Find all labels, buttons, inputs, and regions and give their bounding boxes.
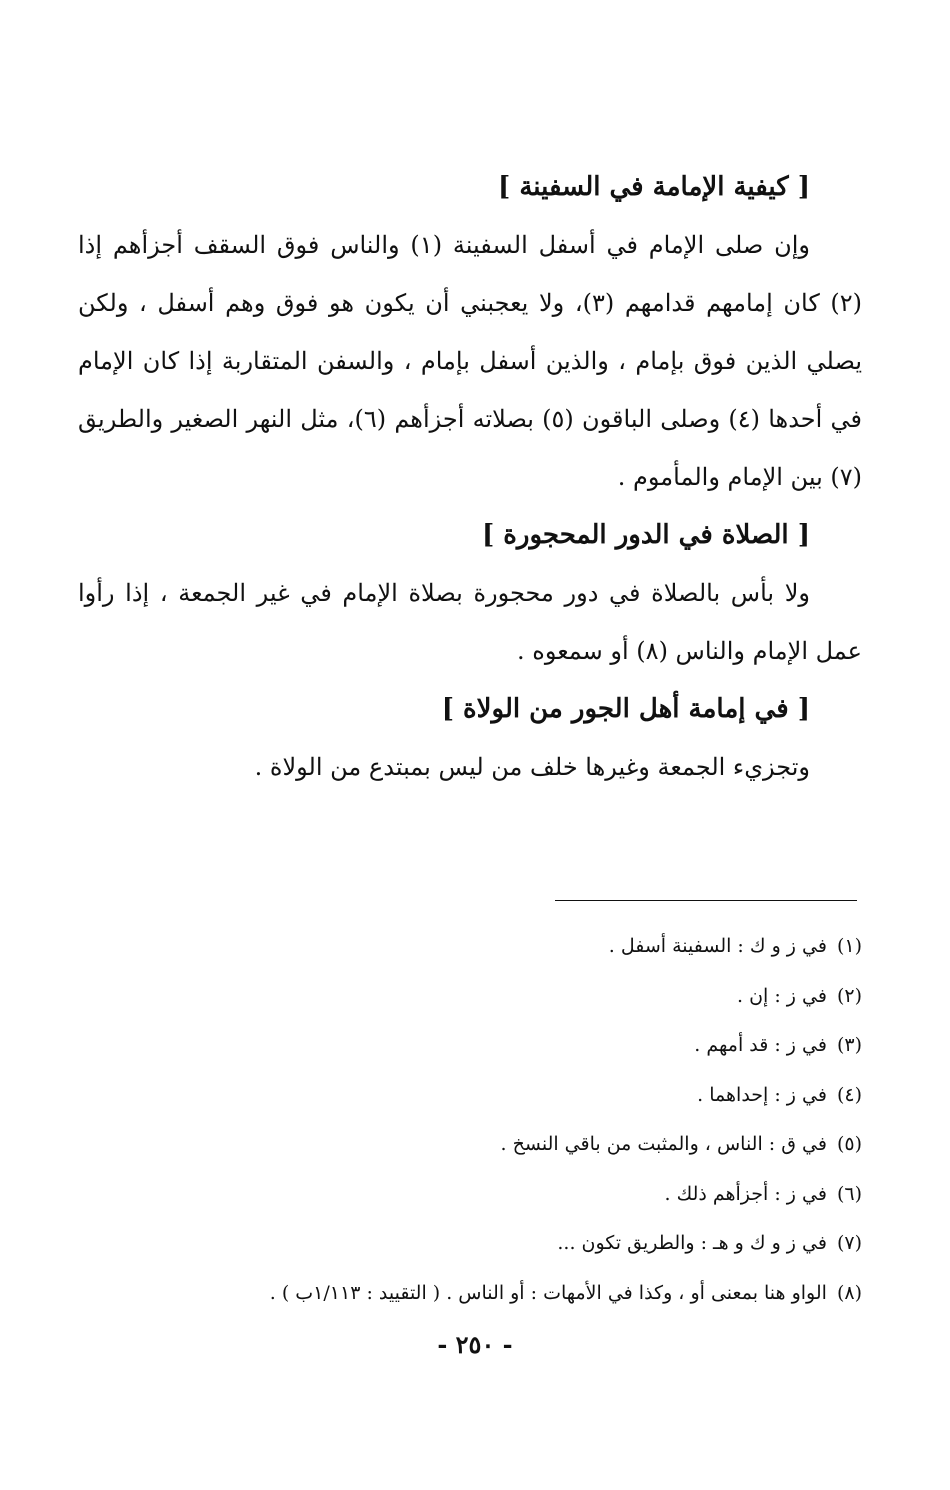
section-heading-ship-imamate: [ كيفية الإمامة في السفينة ] xyxy=(497,172,810,202)
main-text xyxy=(78,158,862,796)
footnote-7 xyxy=(150,1219,862,1269)
footnote-text: في ز و ك و هـ : والطريق تكون ... xyxy=(557,1232,827,1254)
footnote-separator xyxy=(555,900,857,901)
footnote-number: (٦) xyxy=(836,1182,862,1205)
footnote-8 xyxy=(150,1269,862,1319)
footnote-text: في ز : إن . xyxy=(737,984,827,1007)
footnote-text: في ق : الناس ، والمثبت من باقي النسخ . xyxy=(500,1133,827,1155)
footnote-number: (٣) xyxy=(836,1034,862,1056)
footnote-text: في ز : أجزأهم ذلك . xyxy=(664,1182,827,1205)
footnote-text: في ز : قد أمهم . xyxy=(694,1034,827,1056)
footnote-text: في ز و ك : السفينة أسفل . xyxy=(608,935,827,957)
footnote-5 xyxy=(150,1120,862,1170)
footnote-1 xyxy=(150,922,862,972)
footnote-text: في ز : إحداهما . xyxy=(697,1083,827,1106)
footnotes xyxy=(150,922,862,1318)
section-paragraph-ship-imamate: وإن صلى الإمام في أسفل السفينة (١) والناس فوق السقف أجزأهم إذا (٢) كان إمامهم قدامهم (٣)، ولا يعجبني أن يكون هو فوق وهم أسفل ، ولكن يصلي الذين فوق بإمام ، والذين أسفل بإمام ، والسفن المتقاربة إذا كان الإمام في أحدها (٤) وصلى الباقون (٥) بصلاته أجزأهم (٦)، مثل النهر الصغير والطريق (٧) بين الإمام والمأموم . xyxy=(78,231,863,491)
footnote-number: (٧) xyxy=(836,1232,862,1254)
page-number: - ٢٥٠ - xyxy=(437,1330,513,1359)
footnote-3 xyxy=(150,1021,862,1071)
footnote-2 xyxy=(150,972,862,1022)
footnote-number: (١) xyxy=(836,935,862,957)
section-heading-unjust-rulers: [ في إمامة أهل الجور من الولاة ] xyxy=(441,694,810,724)
footnote-number: (٥) xyxy=(836,1133,862,1155)
section-heading-enclosed-houses: [ الصلاة في الدور المحجورة ] xyxy=(481,520,810,550)
footnote-4 xyxy=(150,1071,862,1121)
footnote-number: (٢) xyxy=(836,984,862,1007)
section-paragraph-enclosed-houses: ولا بأس بالصلاة في دور محجورة بصلاة الإمام في غير الجمعة ، إذا رأوا عمل الإمام والناس (٨) أو سمعوه . xyxy=(78,579,862,665)
footnote-number: (٤) xyxy=(836,1083,862,1106)
footnote-6 xyxy=(150,1170,862,1220)
section-paragraph-unjust-rulers: وتجزيء الجمعة وغيرها خلف من ليس بمبتدع من الولاة . xyxy=(254,753,810,781)
footnote-number: (٨) xyxy=(836,1281,862,1304)
footnote-text: الواو هنا بمعنى أو ، وكذا في الأمهات : أو الناس . ( التقييد : ١/١١٣ب ) . xyxy=(269,1281,827,1304)
